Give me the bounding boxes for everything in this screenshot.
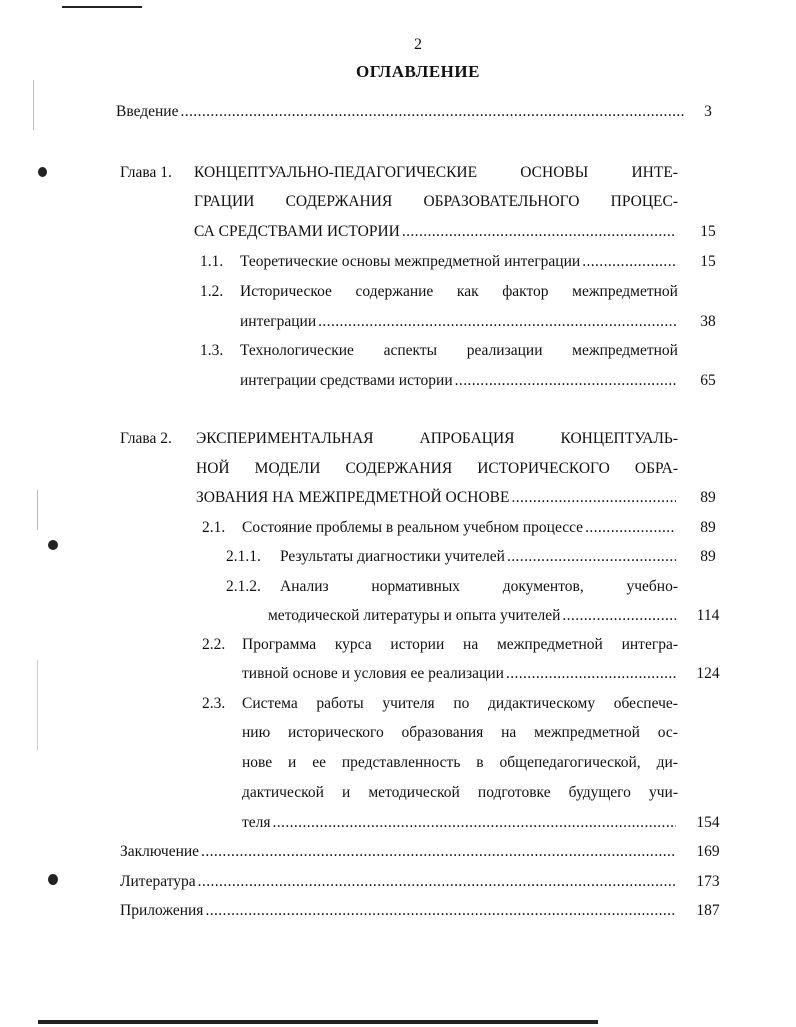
toc-label: Результаты диагностики учителей [280,548,505,565]
toc-page: 65 [700,372,716,389]
page-number: 2 [414,36,422,53]
toc-entry-2-1-2[interactable] [268,607,678,629]
toc-entry-chapter1[interactable] [194,223,678,245]
toc-entry-appendix[interactable] [120,902,678,924]
toc-label: ЗОВАНИЯ НА МЕЖПРЕДМЕТНОЙ ОСНОВЕ [196,489,510,506]
toc-label: Приложения [120,902,204,919]
toc-label: Литература [120,873,196,890]
leader-dots [180,103,686,121]
toc-page: 187 [696,902,720,919]
leader-dots [273,814,676,832]
toc-entry-literature[interactable] [120,873,678,895]
scan-blot [48,540,58,550]
toc-entry-intro[interactable] [116,103,688,125]
leader-dots [201,843,676,861]
toc-label: Введение [116,103,179,120]
toc-label: Состояние проблемы в реальном учебном процессе [242,519,584,536]
scan-top-bar [62,6,142,8]
section-title-line: Технологические аспекты реализации межпредметной [240,342,678,359]
scan-blot [38,167,47,177]
leader-dots [198,873,676,891]
toc-label: интеграции средствами истории [240,372,453,389]
page-title: ОГЛАВЛЕНИЕ [356,62,480,81]
section-number: 2.1. [202,519,226,536]
leader-dots [562,607,676,625]
toc-page: 89 [700,548,716,565]
toc-page: 15 [700,223,716,240]
chapter-label: Глава 1. [120,164,172,181]
toc-page: 154 [696,814,720,831]
scan-edge-line [37,490,38,530]
chapter-label: Глава 2. [120,430,172,447]
toc-label: тивной основе и условия ее реализации [242,665,504,682]
section-number: 2.2. [202,636,226,653]
toc-page: 124 [696,665,720,682]
toc-page: 38 [700,313,716,330]
toc-label: Теоретические основы межпредметной интеграции [240,253,581,270]
toc-page: 89 [700,489,716,506]
leader-dots [205,902,676,920]
toc-page: 3 [704,103,712,120]
scan-edge-line [37,660,38,750]
toc-entry-1-1[interactable] [240,253,678,275]
section-number: 2.1.2. [226,578,261,595]
toc-entry-conclusion[interactable] [120,843,678,865]
section-title-line: Анализ нормативных документов, учебно- [280,578,678,595]
leader-dots [318,313,676,331]
toc-label: Заключение [120,843,200,860]
chapter-title-line: ГРАЦИИ СОДЕРЖАНИЯ ОБРАЗОВАТЕЛЬНОГО ПРОЦЕС- [194,193,678,210]
section-title-line: нове и ее представленность в общепедагогической, ди- [242,754,678,771]
toc-page: 114 [696,607,720,624]
toc-entry-2-2[interactable] [242,665,678,687]
scan-edge-line [33,80,34,130]
toc-page: 173 [696,873,720,890]
toc-entry-2-1-1[interactable] [280,548,678,570]
section-number: 1.2. [200,283,224,300]
section-title-line: Историческое содержание как фактор межпредметной [240,283,678,300]
toc-entry-2-1[interactable] [242,519,678,541]
section-number: 1.3. [200,342,224,359]
leader-dots [507,548,676,566]
section-title-line: дактической и методической подготовке будущего учи- [242,784,678,801]
toc-page: 15 [700,253,716,270]
section-title-line: Система работы учителя по дидактическому обеспече- [242,695,678,712]
leader-dots [402,223,676,241]
toc-entry-chapter2[interactable] [196,489,678,511]
scan-bottom-bar [38,1020,598,1024]
section-number: 2.3. [202,695,226,712]
toc-entry-2-3[interactable] [242,814,678,836]
leader-dots [506,665,676,683]
section-number: 2.1.1. [226,548,261,565]
toc-label: теля [242,814,271,831]
toc-label: СА СРЕДСТВАМИ ИСТОРИИ [194,223,400,240]
leader-dots [511,489,676,507]
toc-page: 169 [696,843,720,860]
leader-dots [455,372,676,390]
chapter-title-line: НОЙ МОДЕЛИ СОДЕРЖАНИЯ ИСТОРИЧЕСКОГО ОБРА- [196,460,678,477]
toc-label: методической литературы и опыта учителей [268,607,561,624]
scan-blot [48,874,58,885]
toc-entry-1-3[interactable] [240,372,678,394]
chapter-title-line: ЭКСПЕРИМЕНТАЛЬНАЯ АПРОБАЦИЯ КОНЦЕПТУАЛЬ- [196,430,678,447]
toc-entry-1-2[interactable] [240,313,678,335]
leader-dots [582,253,676,271]
leader-dots [585,519,676,537]
section-title-line: Программа курса истории на межпредметной интегра- [242,636,678,653]
toc-page: 89 [700,519,716,536]
toc-label: интеграции [240,313,317,330]
section-title-line: нию исторического образования на межпредметной ос- [242,724,678,741]
chapter-title-line: КОНЦЕПТУАЛЬНО-ПЕДАГОГИЧЕСКИЕ ОСНОВЫ ИНТЕ- [194,164,678,181]
section-number: 1.1. [200,253,224,270]
